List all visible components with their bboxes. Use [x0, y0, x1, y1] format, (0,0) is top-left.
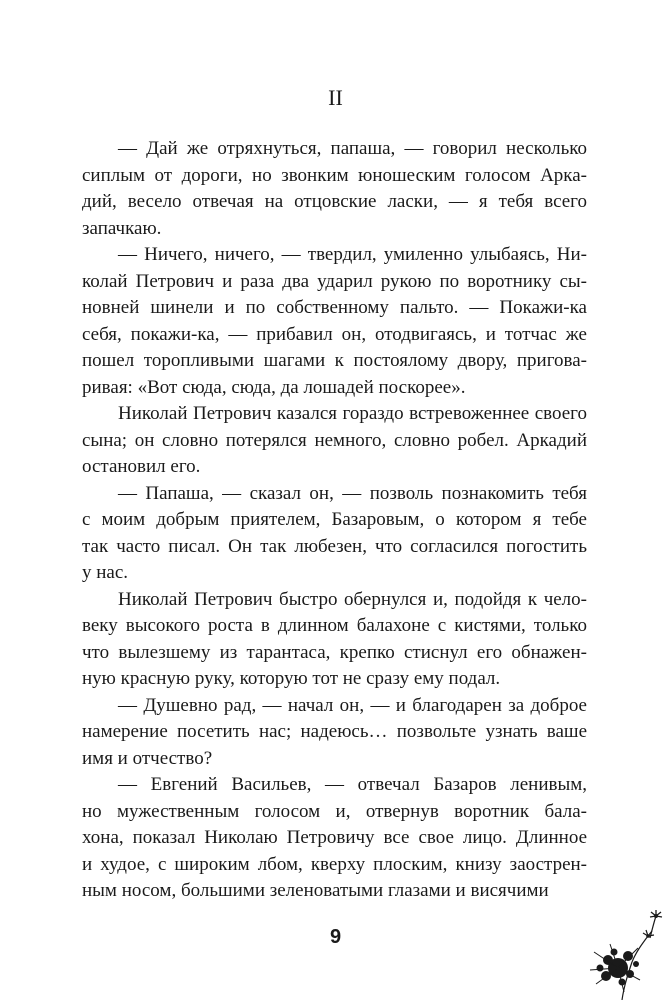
text-line: колай Петрович и раза два ударил рукою по воротнику сы-: [82, 270, 587, 292]
text-line: пошел торопливыми шагами к постоялому двору, пригова-: [82, 350, 587, 371]
paragraph: [82, 242, 587, 401]
text-line: хона, показал Николаю Петровичу все свое лицо. Длинное: [82, 827, 587, 848]
text-line: — Евгений Васильев, — отвечал Базаров ленивым,: [118, 774, 587, 795]
text-line: ривая: «Вот сюда, сюда, да лошадей поскорее».: [82, 376, 466, 398]
page-number: 9: [329, 926, 342, 948]
text-line: остановил его.: [82, 456, 201, 477]
paragraph: [82, 772, 587, 905]
text-line: так часто писал. Он так любезен, что согласился погостить: [82, 535, 587, 557]
text-line: — Дай же отряхнуться, папаша, — говорил несколько: [118, 138, 587, 159]
text-line: Николай Петрович быстро обернулся и, подойдя к чело-: [118, 588, 587, 610]
text-line: ным носом, большими зеленоватыми глазами и висячими: [82, 880, 549, 901]
paragraph: [82, 693, 587, 773]
text-line: ную красную руку, которую тот не сразу ему подал.: [82, 668, 501, 689]
text-line: Николай Петрович казался гораздо встревоженнее своего: [118, 403, 587, 424]
dandelion-ornament-icon: [584, 908, 671, 1000]
chapter-heading: II: [328, 85, 343, 110]
paragraph: [82, 481, 587, 587]
text-line: — Душевно рад, — начал он, — и благодарен за доброе: [118, 694, 587, 716]
text-line: что вылезшему из тарантаса, крепко стиснул его обнажен-: [82, 641, 587, 663]
text-line: сына; он словно потерялся немного, словно робел. Аркадий: [82, 429, 587, 451]
body-text: [82, 136, 587, 905]
text-line: запачкаю.: [82, 217, 162, 239]
text-line: с моим добрым приятелем, Базаровым, о котором я тебе: [82, 509, 587, 530]
paragraph: [82, 401, 587, 481]
text-line: имя и отчество?: [82, 747, 213, 769]
text-line: веку высокого роста в длинном балахоне с кистями, только: [82, 615, 587, 636]
text-line: у нас.: [82, 562, 129, 583]
paragraph: [82, 136, 587, 242]
text-line: сиплым от дороги, но звонким юношеским голосом Арка-: [82, 164, 587, 186]
text-line: новней шинели и по собственному пальто. — Покажи-ка: [82, 297, 587, 318]
text-line: и худое, с широким лбом, кверху плоским, книзу заострен-: [82, 853, 587, 875]
text-line: себя, покажи-ка, — прибавил он, отодвигаясь, и тотчас же: [82, 323, 587, 345]
text-line: — Папаша, — сказал он, — позволь познакомить тебя: [118, 482, 587, 504]
text-line: дий, весело отвечая на отцовские ласки, — я тебя всего: [82, 191, 587, 212]
text-line: — Ничего, ничего, — твердил, умиленно улыбаясь, Ни-: [118, 244, 587, 265]
paragraph: [82, 587, 587, 693]
text-line: намерение посетить нас; надеюсь… позвольте узнать ваше: [82, 721, 587, 742]
text-line: но мужественным голосом и, отвернув воротник бала-: [82, 800, 587, 822]
